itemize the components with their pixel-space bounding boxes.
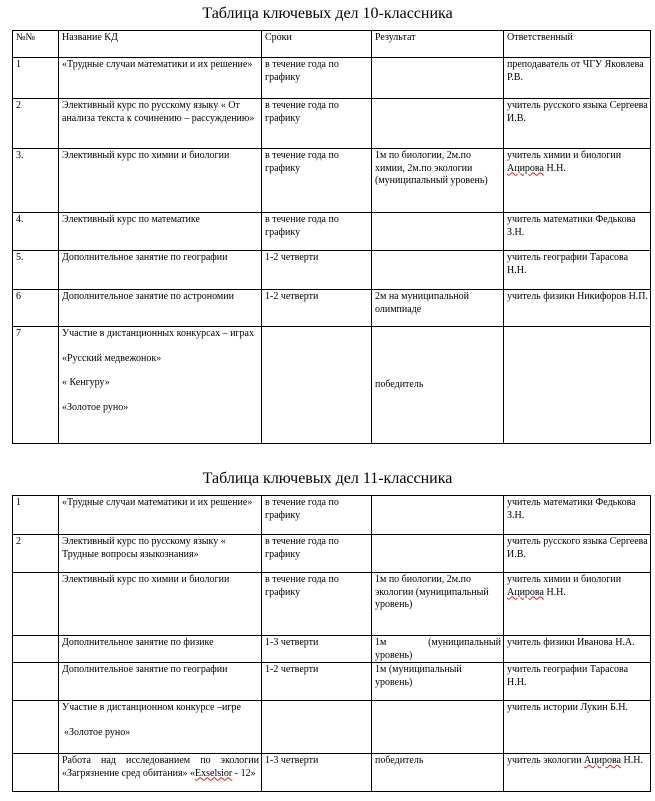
cell-result: 1м (муниципальный уровень)	[372, 636, 504, 663]
cell-responsible: учитель химии и биологии Ацирова Н.Н.	[504, 573, 651, 636]
table-row	[13, 99, 651, 149]
cell-responsible: учитель физики Никифоров Н.П.	[504, 290, 651, 327]
cell-term	[262, 701, 372, 754]
cell-responsible	[504, 327, 651, 444]
cell-term: в течение года по графику	[262, 573, 372, 636]
table-row	[13, 701, 651, 754]
cell-term: 1-3 четверти	[262, 636, 372, 663]
table-row	[13, 663, 651, 701]
cell-name: Работа над исследованием по экологии «Загрязнение сред обитания» «Exselsior - 12»	[59, 754, 262, 792]
cell-responsible: учитель физики Иванова Н.А.	[504, 636, 651, 663]
cell-responsible: преподаватель от ЧГУ Яковлева Р.В.	[504, 58, 651, 99]
cell-responsible: учитель химии и биологии Ацирова Н.Н.	[504, 149, 651, 213]
cell-result	[372, 535, 504, 573]
cell-term: в течение года по графику	[262, 213, 372, 251]
cell-term: 1-2 четверти	[262, 663, 372, 701]
cell-name: Участие в дистанционном конкурсе –игре «Золотое руно»	[59, 701, 262, 754]
cell-term	[262, 327, 372, 444]
header-term: Сроки	[262, 31, 372, 58]
spellcheck-word: Ацирова	[507, 162, 544, 174]
cell-number: 4.	[13, 213, 59, 251]
cell-responsible: учитель экологии Ацирова Н.Н.	[504, 754, 651, 792]
cell-name: Элективный курс по русскому языку « От анализа текста к сочинению – рассуждению»	[59, 99, 262, 149]
cell-number	[13, 573, 59, 636]
cell-number: 1	[13, 496, 59, 535]
cell-result	[372, 496, 504, 535]
cell-number: 1	[13, 58, 59, 99]
cell-result	[372, 701, 504, 754]
table-row	[13, 327, 651, 444]
cell-name: Дополнительное занятие по астрономии	[59, 290, 262, 327]
table-row	[13, 290, 651, 327]
cell-name: Элективный курс по математике	[59, 213, 262, 251]
table-row	[13, 573, 651, 636]
cell-number: 2	[13, 99, 59, 149]
table-row	[13, 535, 651, 573]
cell-result	[372, 213, 504, 251]
cell-term: в течение года по графику	[262, 58, 372, 99]
cell-term: в течение года по графику	[262, 149, 372, 213]
table-header-row	[13, 31, 651, 58]
cell-result: 1м по биологии, 2м.по химии, 2м.по экологии (муниципальный уровень)	[372, 149, 504, 213]
table-11-title: Таблица ключевых дел 11-классника	[202, 470, 453, 487]
cell-result	[372, 99, 504, 149]
table-row	[13, 636, 651, 663]
cell-number: 5.	[13, 251, 59, 290]
spellcheck-word: Exselsior	[195, 767, 233, 779]
cell-result: 2м на муниципальной олимпиаде	[372, 290, 504, 327]
table-row	[13, 149, 651, 213]
cell-number: 3.	[13, 149, 59, 213]
spellcheck-word: Ацирова	[584, 755, 621, 766]
table-row	[13, 58, 651, 99]
cell-responsible: учитель математики Федькова З.Н.	[504, 496, 651, 535]
cell-name: «Трудные случаи математики и их решение»	[59, 58, 262, 99]
spellcheck-word: Ацирова	[507, 586, 544, 598]
table-row	[13, 496, 651, 535]
cell-result	[372, 58, 504, 99]
table-row	[13, 213, 651, 251]
cell-result: 1м (муниципальный уровень)	[372, 663, 504, 701]
cell-number	[13, 663, 59, 701]
header-name: Название КД	[59, 31, 262, 58]
cell-responsible: учитель истории Лукин Б.Н.	[504, 701, 651, 754]
header-responsible: Ответственный	[504, 31, 651, 58]
cell-responsible: учитель географии Тарасова Н.Н.	[504, 251, 651, 290]
key-activities-table-10	[12, 30, 651, 444]
cell-name: Участие в дистанционных конкурсах – играх «Русский медвежонок» « Кенгуру» «Золотое руно»	[59, 327, 262, 444]
cell-name: Дополнительное занятие по физике	[59, 636, 262, 663]
table-row	[13, 754, 651, 792]
cell-name: Дополнительное занятие по географии	[59, 663, 262, 701]
header-number: №№	[13, 31, 59, 58]
cell-responsible: учитель русского языка Сергеева И.В.	[504, 99, 651, 149]
cell-number	[13, 701, 59, 754]
cell-number	[13, 754, 59, 792]
cell-name: Элективный курс по химии и биологии	[59, 573, 262, 636]
cell-result	[372, 251, 504, 290]
table-row	[13, 251, 651, 290]
cell-term: 1-2 четверти	[262, 290, 372, 327]
cell-term: в течение года по графику	[262, 99, 372, 149]
cell-name: Дополнительное занятие по географии	[59, 251, 262, 290]
cell-name: Элективный курс по русскому языку « Трудные вопросы языкознания»	[59, 535, 262, 573]
cell-term: 1-3 четверти	[262, 754, 372, 792]
cell-name: Элективный курс по химии и биологии	[59, 149, 262, 213]
cell-responsible: учитель географии Тарасова Н.Н.	[504, 663, 651, 701]
cell-number: 6	[13, 290, 59, 327]
cell-result: победитель	[372, 327, 504, 444]
cell-result: 1м по биологии, 2м.по экологии (муниципальный уровень)	[372, 573, 504, 636]
header-result: Результат	[372, 31, 504, 58]
cell-responsible: учитель русского языка Сергеева И.В.	[504, 535, 651, 573]
cell-number: 7	[13, 327, 59, 444]
cell-responsible: учитель математики Федькова З.Н.	[504, 213, 651, 251]
cell-result: победитель	[372, 754, 504, 792]
key-activities-table-11	[12, 495, 651, 792]
cell-number	[13, 636, 59, 663]
cell-term: в течение года по графику	[262, 496, 372, 535]
table-10-title: Таблица ключевых дел 10-классника	[202, 5, 453, 22]
cell-term: 1-2 четверти	[262, 251, 372, 290]
cell-term: в течение года по графику	[262, 535, 372, 573]
cell-name: «Трудные случаи математики и их решение»	[59, 496, 262, 535]
cell-number: 2	[13, 535, 59, 573]
